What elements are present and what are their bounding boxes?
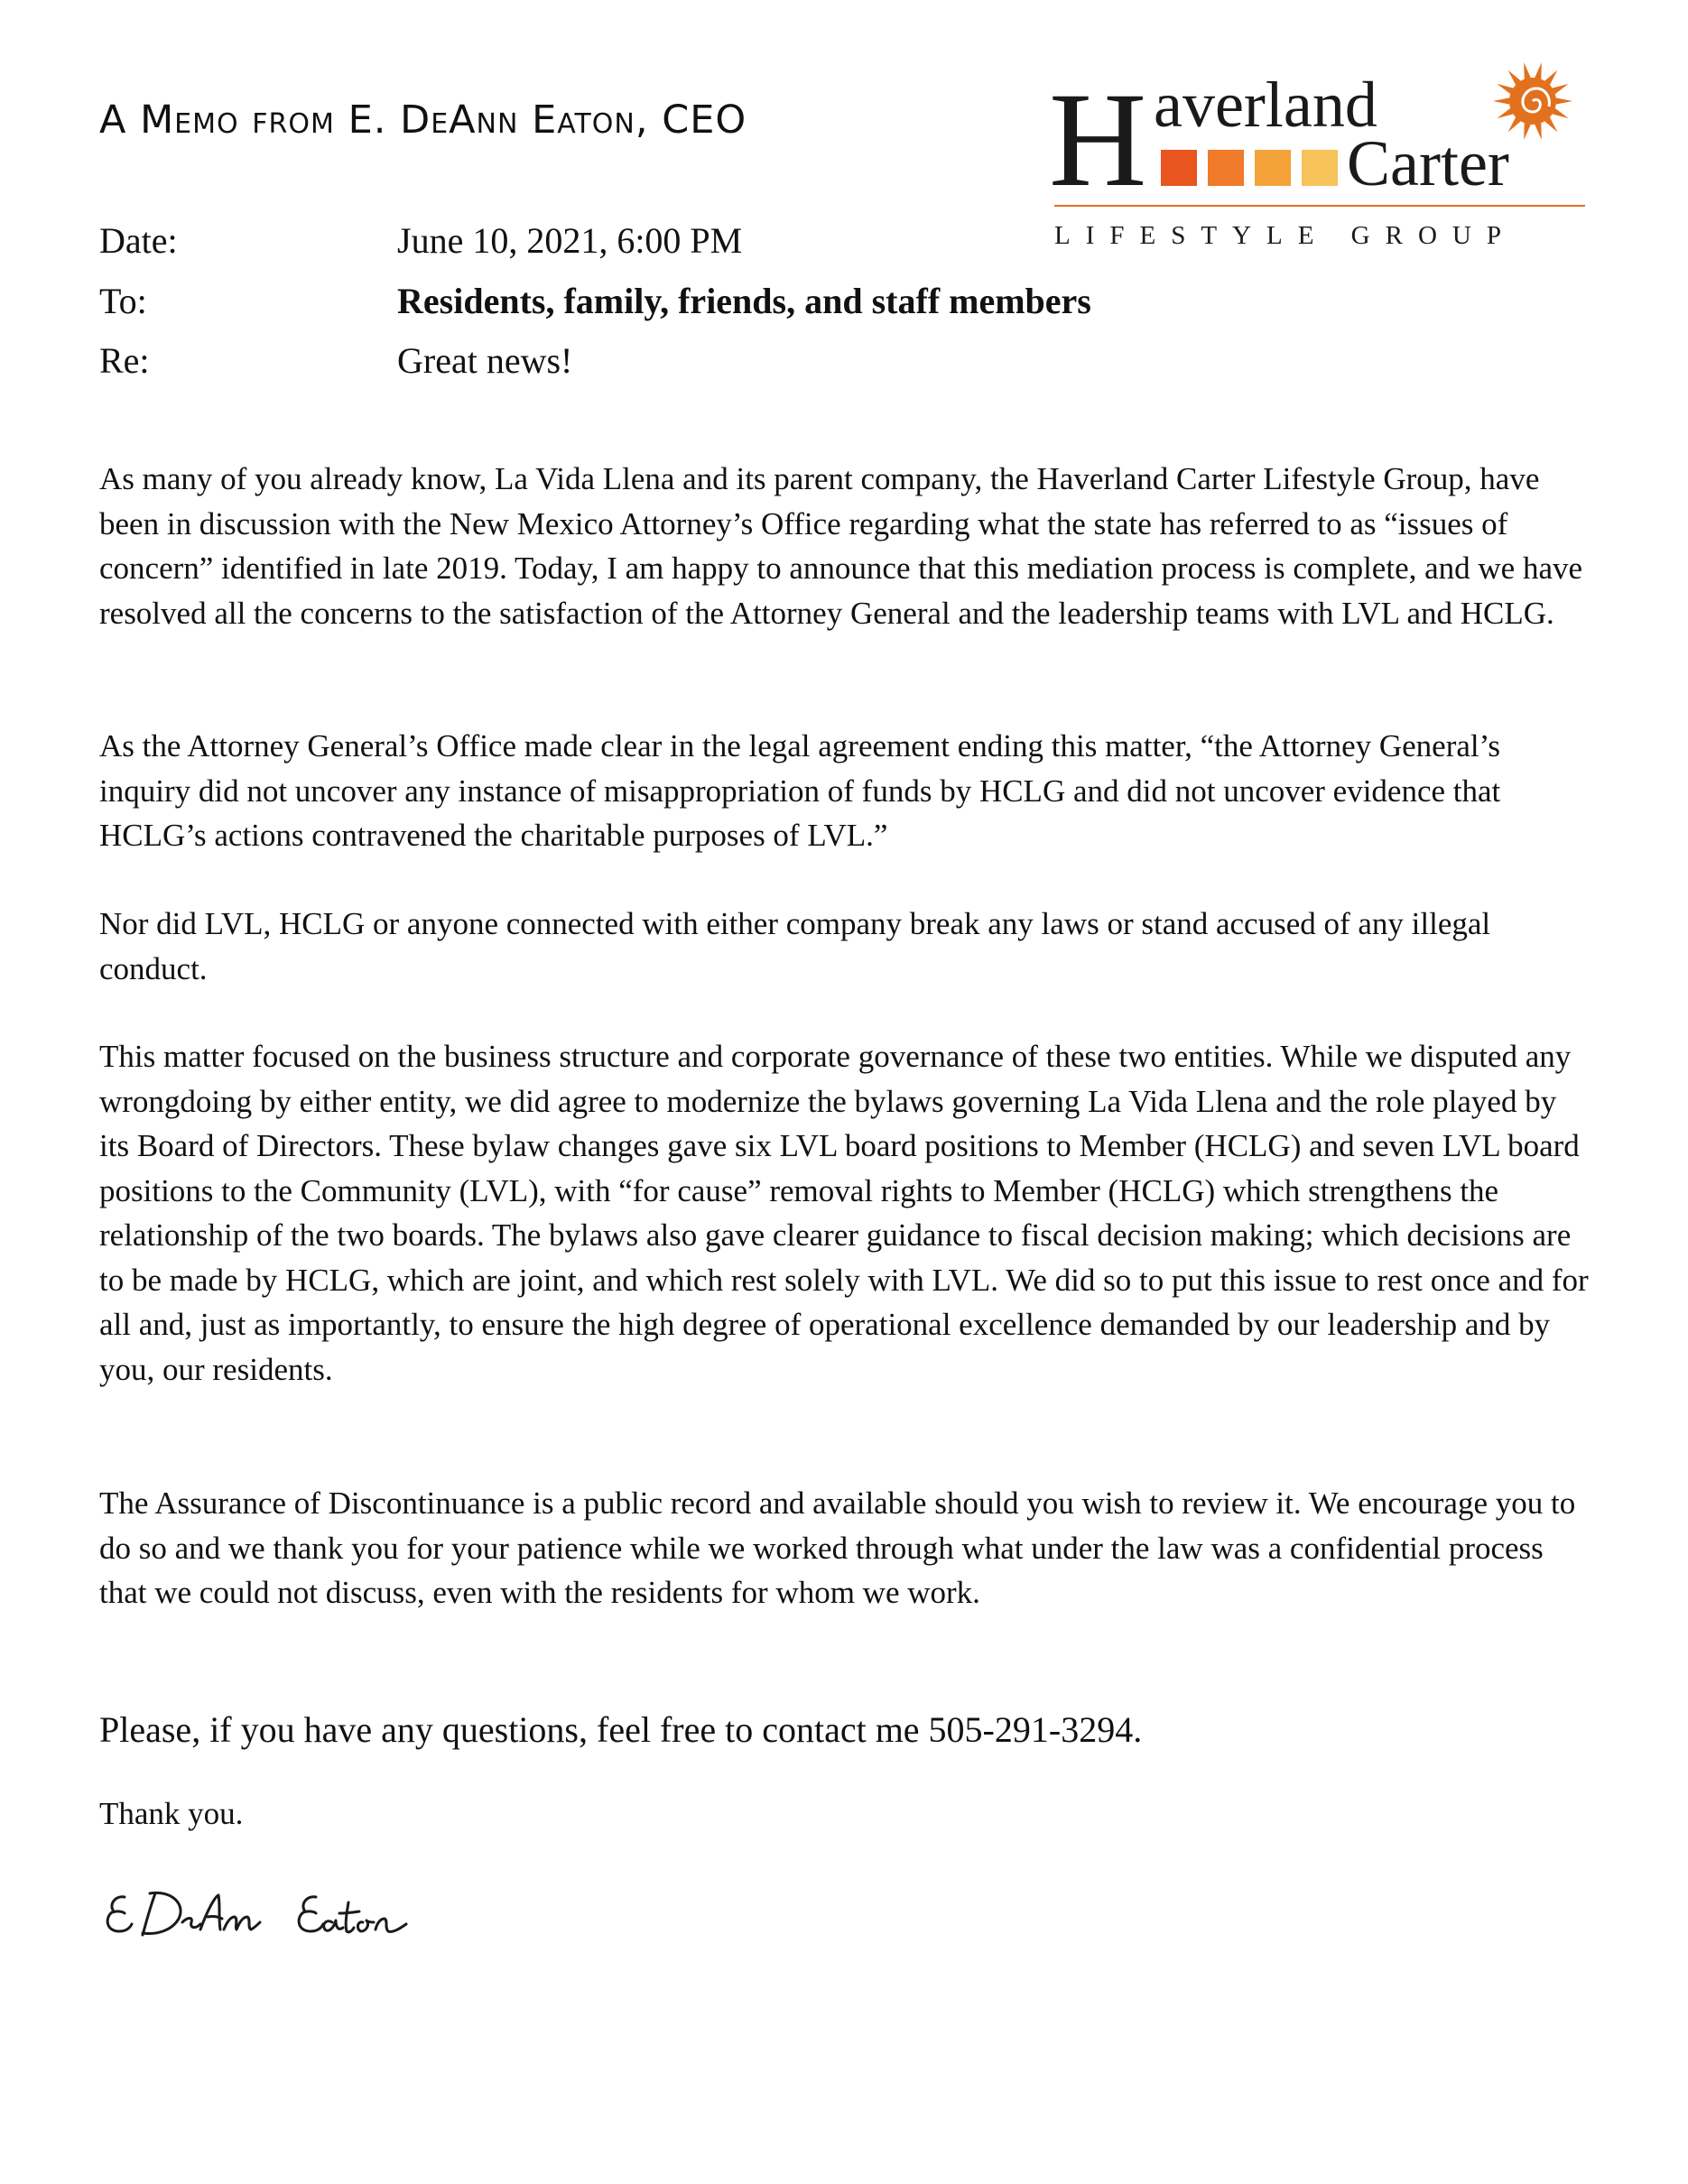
sun-ray [1497,108,1513,118]
logo-square [1161,150,1197,186]
sun-ray [1497,84,1513,94]
logo-squares [1161,150,1338,186]
logo-initial: H [1049,65,1147,215]
body-paragraph-1: As many of you already know, La Vida Llena and its parent company, the Haverland Carter Lifestyle Group, have been in discussion with the New Mexico Attorney’s Office regarding what the state has referred to as “issues of concern” identified in late 2019. Today, I am happy to announce that this mediation process is complete, and we have resolved all the concerns to the satisfaction of the Attorney General and the leadership teams with LVL and HCLG. [99,461,1583,631]
sun-ray [1553,84,1569,94]
body-paragraph-4: This matter focused on the business structure and corporate governance of these two entities. While we disputed any wrongdoing by either entity, we did agree to modernize the bylaws governing La Vida Llena and the role played by its Board of Directors. These bylaw changes gave six LVL board positions to Member (HCLG) and seven LVL board positions to the Community (LVL), with “for cause” removal rights to Member (HCLG) which strengthens the relationship of the two boards. The bylaws also gave clearer guidance to fiscal decision making; which decisions are to be made by HCLG, which are joint, and which rest solely with LVL. We did so to put this issue to rest once and for all and, just as importantly, to ensure the high degree of operational excellence demanded by our leadership and by you, our residents. [99,1039,1589,1387]
contact-line: Please, if you have any questions, feel free to contact me 505-291-3294. [99,1709,1143,1750]
logo-word-2: Carter [1347,127,1509,199]
re-value: Great news! [397,340,573,381]
sun-ray [1553,108,1569,118]
logo-word-1: averland [1154,69,1377,141]
to-value: Residents, family, friends, and staff members [397,281,1091,321]
sun-ray [1524,62,1531,79]
logo-square [1255,150,1291,186]
logo-tagline: LIFESTYLE GROUP [1054,221,1516,250]
company-logo [1047,54,1589,253]
sun-ray [1524,123,1531,140]
sun-ray [1535,62,1542,79]
logo-square [1208,150,1244,186]
to-label: To: [99,281,147,321]
memo-heading: A Memo from E. DeAnn Eaton, CEO [99,97,747,143]
body-paragraph-3: Nor did LVL, HCLG or anyone connected with either company break any laws or stand accused of any illegal conduct. [99,906,1491,986]
sun-ray [1535,123,1542,140]
sun-ray [1556,97,1572,104]
body-paragraph-5: The Assurance of Discontinuance is a public record and available should you wish to review it. We encourage you to do so and we thank you for your patience while we worked through what under the law was a confidential process that we could not discuss, even with the residents for whom we work. [99,1485,1576,1610]
logo-square [1302,150,1338,186]
date-label: Date: [99,220,178,261]
signature [99,1877,460,1949]
closing-line: Thank you. [99,1796,244,1831]
sun-ray [1493,97,1509,104]
re-label: Re: [99,340,150,381]
body-paragraph-2: As the Attorney General’s Office made clear in the legal agreement ending this matter, “the Attorney General’s inquiry did not uncover any instance of misappropriation of funds by HCLG and did not uncover evidence that HCLG’s actions contravened the charitable purposes of LVL.” [99,728,1501,853]
date-value: June 10, 2021, 6:00 PM [397,220,743,261]
